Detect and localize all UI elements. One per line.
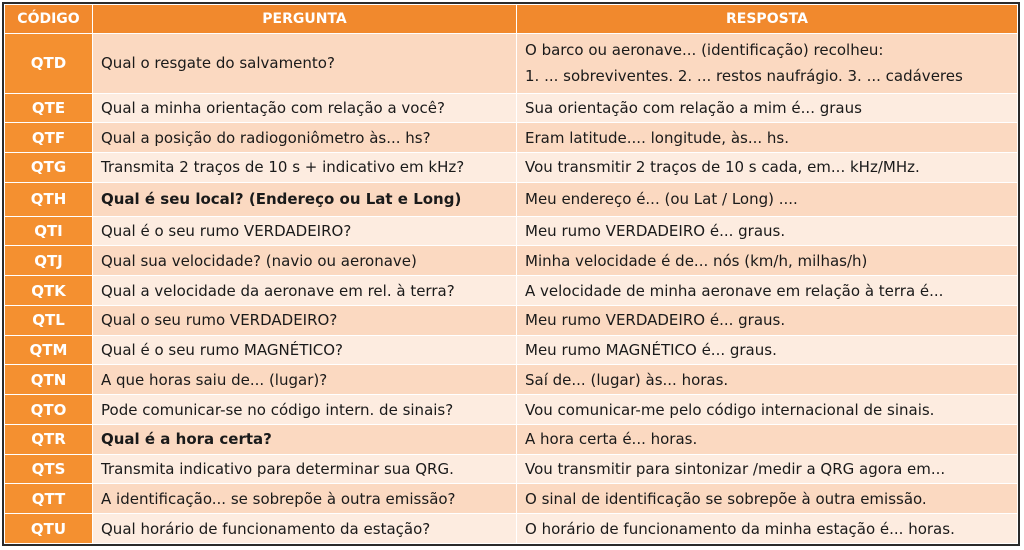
table-row — [5, 484, 1018, 514]
row-answer: Minha velocidade é de... nós (km/h, milhas/h) — [517, 246, 1018, 276]
row-code: QTM — [5, 335, 93, 365]
row-answer-line-1: O barco ou aeronave... (identificação) recolheu: — [525, 41, 884, 60]
header-row — [5, 5, 1018, 34]
row-code: QTS — [5, 454, 93, 484]
row-code: QTF — [5, 123, 93, 153]
table-row — [5, 365, 1018, 395]
table-row — [5, 276, 1018, 306]
table-row — [5, 182, 1018, 216]
table-row — [5, 454, 1018, 484]
header-code: CÓDIGO — [5, 5, 93, 34]
row-code: QTR — [5, 424, 93, 454]
row-question: Qual a minha orientação com relação a você? — [93, 93, 517, 123]
row-question: Qual é o seu rumo VERDADEIRO? — [93, 216, 517, 246]
row-answer — [517, 34, 1018, 94]
table-body — [5, 34, 1018, 544]
row-answer: Vou comunicar-me pelo código internacional de sinais. — [517, 395, 1018, 425]
table-row — [5, 424, 1018, 454]
row-answer-line-2: 1. ... sobreviventes. 2. ... restos naufrágio. 3. ... cadáveres — [525, 67, 963, 86]
row-code: QTU — [5, 514, 93, 544]
row-answer: Saí de... (lugar) às... horas. — [517, 365, 1018, 395]
row-code: QTO — [5, 395, 93, 425]
header-question: PERGUNTA — [93, 5, 517, 34]
row-code: QTJ — [5, 246, 93, 276]
row-answer: Meu rumo MAGNÉTICO é... graus. — [517, 335, 1018, 365]
row-code: QTD — [5, 34, 93, 94]
table-row — [5, 305, 1018, 335]
row-question: Qual o resgate do salvamento? — [93, 34, 517, 94]
row-code: QTL — [5, 305, 93, 335]
row-answer: A velocidade de minha aeronave em relação à terra é... — [517, 276, 1018, 306]
row-question: A identificação... se sobrepõe à outra emissão? — [93, 484, 517, 514]
row-answer: Meu rumo VERDADEIRO é... graus. — [517, 216, 1018, 246]
row-question: Qual o seu rumo VERDADEIRO? — [93, 305, 517, 335]
row-question: Qual horário de funcionamento da estação? — [93, 514, 517, 544]
row-answer: O horário de funcionamento da minha estação é... horas. — [517, 514, 1018, 544]
row-answer: A hora certa é... horas. — [517, 424, 1018, 454]
table-row — [5, 514, 1018, 544]
row-question: Pode comunicar-se no código intern. de sinais? — [93, 395, 517, 425]
row-question: Qual é seu local? (Endereço ou Lat e Long) — [93, 182, 517, 216]
row-code: QTE — [5, 93, 93, 123]
table-row — [5, 93, 1018, 123]
row-answer: Meu rumo VERDADEIRO é... graus. — [517, 305, 1018, 335]
table-row — [5, 246, 1018, 276]
row-code: QTN — [5, 365, 93, 395]
row-answer: Eram latitude.... longitude, às... hs. — [517, 123, 1018, 153]
row-question: Transmita indicativo para determinar sua QRG. — [93, 454, 517, 484]
row-question: A que horas saiu de... (lugar)? — [93, 365, 517, 395]
row-answer: Sua orientação com relação a mim é... graus — [517, 93, 1018, 123]
row-answer: Meu endereço é... (ou Lat / Long) .... — [517, 182, 1018, 216]
row-answer: Vou transmitir para sintonizar /medir a QRG agora em... — [517, 454, 1018, 484]
row-answer: Vou transmitir 2 traços de 10 s cada, em... kHz/MHz. — [517, 153, 1018, 183]
table-row — [5, 335, 1018, 365]
row-question: Qual a velocidade da aeronave em rel. à terra? — [93, 276, 517, 306]
table-row — [5, 34, 1018, 94]
row-answer: O sinal de identificação se sobrepõe à outra emissão. — [517, 484, 1018, 514]
row-question: Qual sua velocidade? (navio ou aeronave) — [93, 246, 517, 276]
table-row — [5, 153, 1018, 183]
header-answer: RESPOSTA — [517, 5, 1018, 34]
row-code: QTI — [5, 216, 93, 246]
row-code: QTH — [5, 182, 93, 216]
row-question: Qual é a hora certa? — [93, 424, 517, 454]
q-code-table — [4, 4, 1018, 544]
row-code: QTT — [5, 484, 93, 514]
row-question: Transmita 2 traços de 10 s + indicativo em kHz? — [93, 153, 517, 183]
table-row — [5, 216, 1018, 246]
table-row — [5, 395, 1018, 425]
table-row — [5, 123, 1018, 153]
row-question: Qual é o seu rumo MAGNÉTICO? — [93, 335, 517, 365]
q-code-table-frame — [2, 2, 1020, 546]
row-code: QTK — [5, 276, 93, 306]
row-question: Qual a posição do radiogoniômetro às... hs? — [93, 123, 517, 153]
row-code: QTG — [5, 153, 93, 183]
